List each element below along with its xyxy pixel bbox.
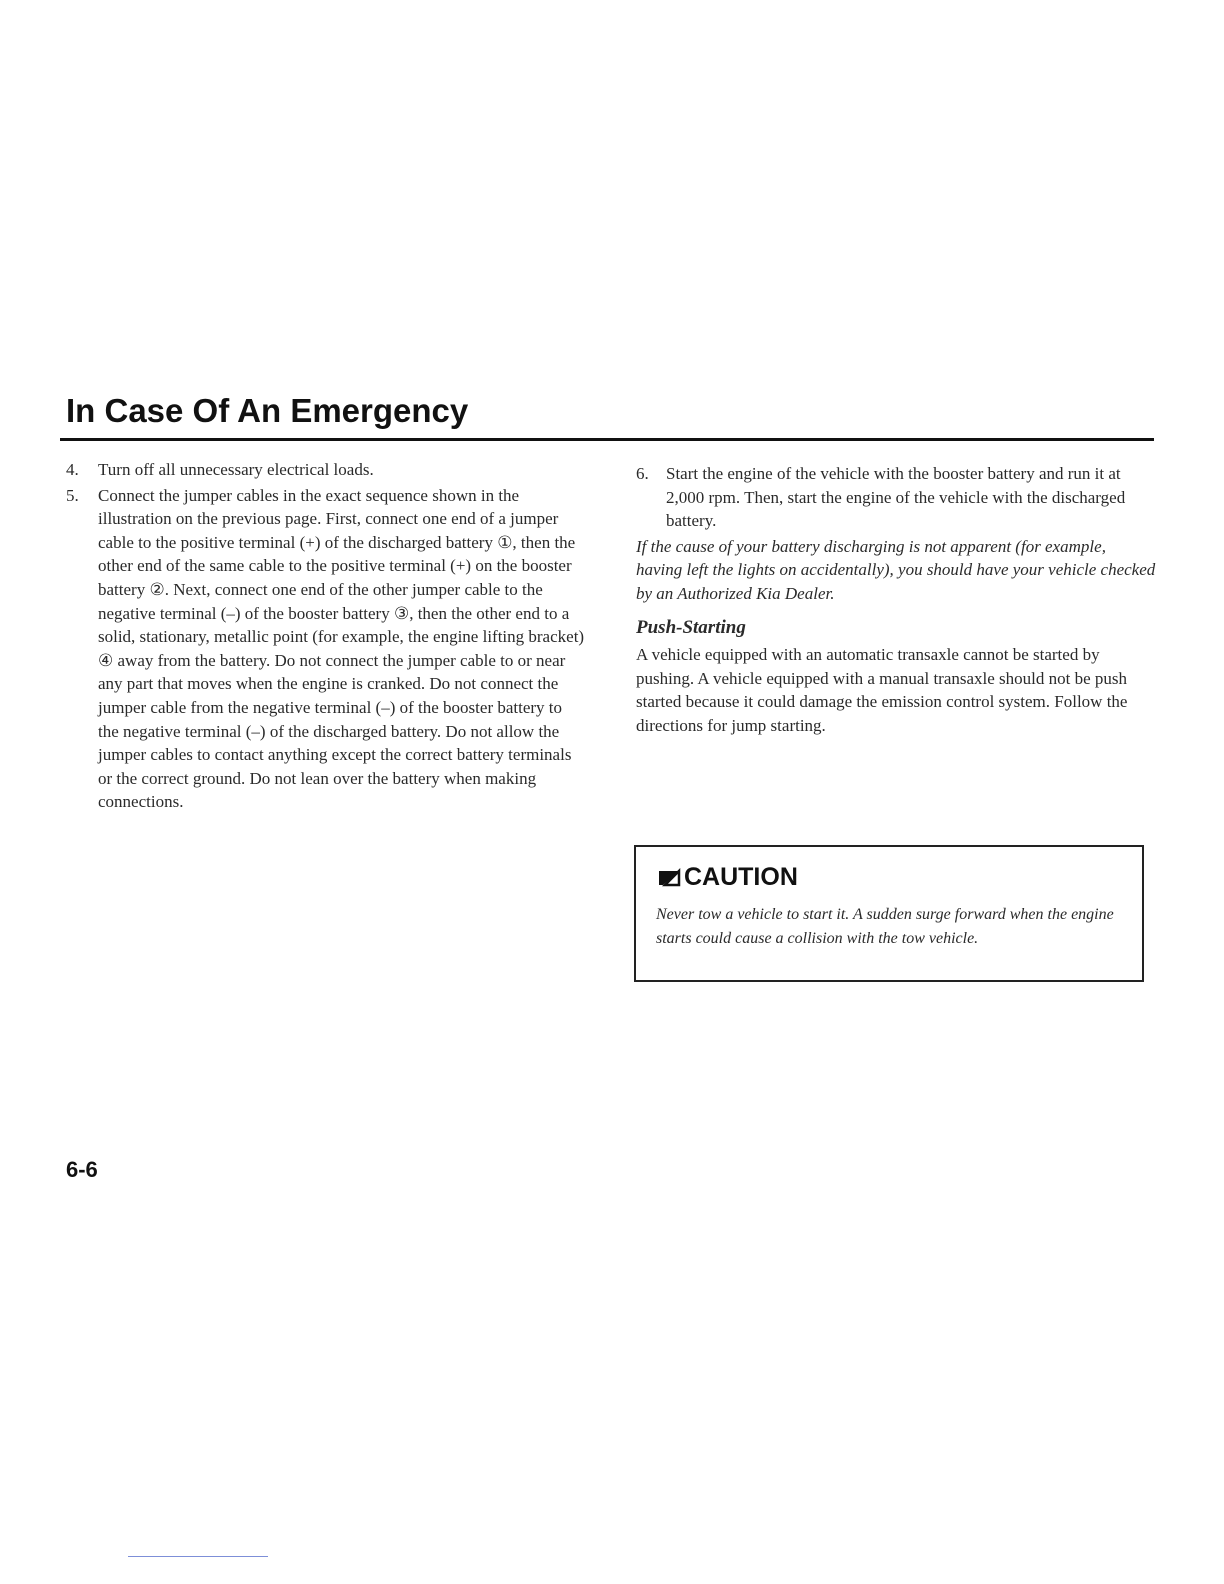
caution-heading [656,863,798,892]
caution-text: Never tow a vehicle to start it. A sudden surge forward when the engine starts could cause a collision with the tow vehicle. [656,906,1114,947]
step-6 [636,462,1156,533]
step-text: Connect the jumper cables in the exact sequence shown in the illustration on the previous page. First, connect one end of a jumper cable to the positive terminal (+) of the discharged battery ①, then the other end of the same cable to the positive terminal (+) on the booster battery ②. Next, connect one end of the other jumper cable to the negative terminal (–) of the booster battery ③, then the other end to a solid, stationary, metallic point (for example, the engine lifting bracket) ④ away from the battery. Do not connect the jumper cable to or near any part that moves when the engine is cranked. Do not connect the jumper cable from the negative terminal (–) of the booster battery to the negative terminal (–) of the discharged battery. Do not allow the jumper cables to contact anything except the correct battery terminals or the correct ground. Do not lean over the battery when making connections. [98,485,585,812]
caution-box [634,845,1144,982]
footer-line [128,1556,268,1557]
caution-heading-text: CAUTION [684,863,798,891]
step-text: Start the engine of the vehicle with the booster battery and run it at 2,000 rpm. Then, start the engine of the vehicle with the discharged battery. [666,464,1126,531]
step-5 [66,484,586,814]
page-number: 6-6 [66,1157,98,1182]
caution-icon [656,868,682,888]
battery-note: If the cause of your battery discharging is not apparent (for example, having left the lights on accidentally), you should have your vehicle checked by an Authorized Kia Dealer. [636,536,1156,603]
step-number: 4. [66,460,79,479]
header-rule [60,438,1154,441]
right-column [636,462,1156,738]
page-title: In Case Of An Emergency [66,392,469,429]
step-text: Turn off all unnecessary electrical loads. [98,460,374,479]
step-number: 5. [66,485,79,505]
step-4 [66,458,586,482]
step-number: 6. [636,464,649,483]
push-starting-text: A vehicle equipped with an automatic transaxle cannot be started by pushing. A vehicle equipped with a manual transaxle should not be push started because it could damage the emission control system. Follow the directions for jump starting. [636,645,1128,735]
push-starting-heading: Push-Starting [636,616,746,638]
left-column [66,458,586,816]
